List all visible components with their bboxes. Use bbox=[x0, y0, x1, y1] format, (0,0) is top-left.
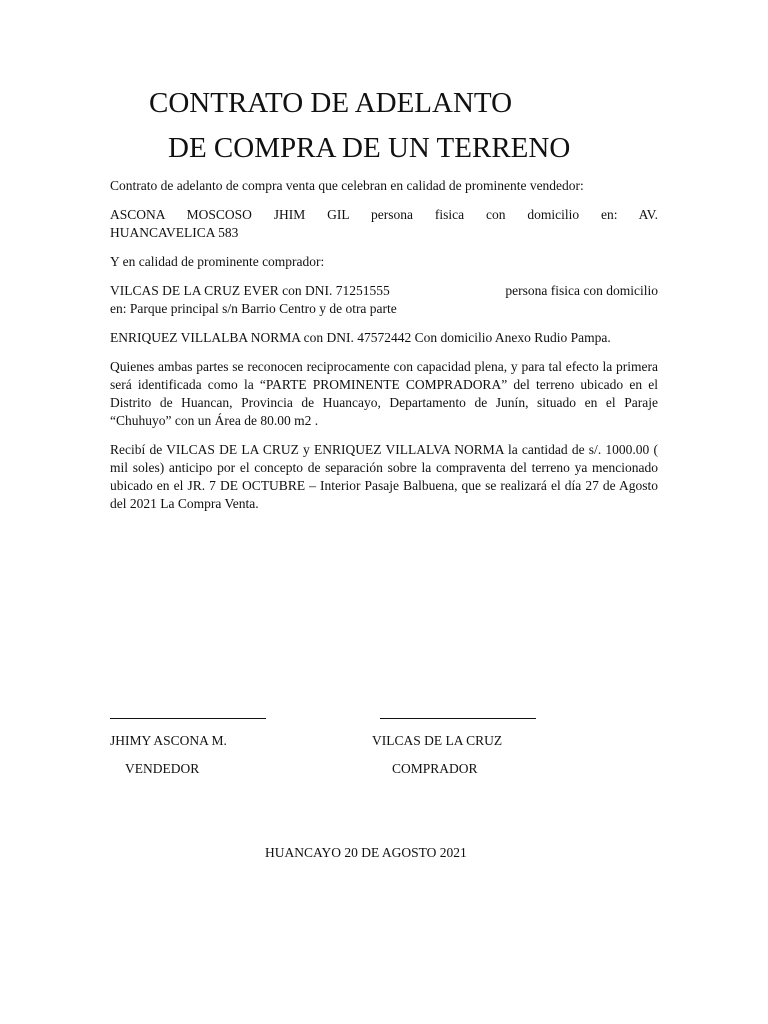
intro-paragraph: Contrato de adelanto de compra venta que celebran en calidad de prominente vendedor: bbox=[110, 178, 584, 193]
seller-signature-name: JHIMY ASCONA M. bbox=[110, 733, 227, 748]
title-line-2: DE COMPRA DE UN TERRENO bbox=[168, 132, 571, 164]
document-body bbox=[110, 177, 658, 524]
buyer-intro-paragraph: Y en calidad de prominente comprador: bbox=[110, 254, 325, 269]
seller-paragraph bbox=[110, 206, 658, 242]
clause-2-paragraph: Recibí de VILCAS DE LA CRUZ y ENRIQUEZ VILLALVA NORMA la cantidad de s/. 1000.00 ( mil soles) anticipo por el concepto de separación sobre la compraventa del terreno ya mencionado ubicado en el JR. 7 DE OCTUBRE – Interior Pasaje Balbuena, que se realizará el día 27 de Agosto del 2021 La Compra Venta. bbox=[110, 442, 658, 511]
buyer-signature-line bbox=[380, 718, 536, 719]
buyer1-name-dni: VILCAS DE LA CRUZ EVER con DNI. 71251555 bbox=[110, 283, 390, 298]
place-and-date: HUANCAYO 20 DE AGOSTO 2021 bbox=[265, 845, 467, 860]
seller-signature-role: VENDEDOR bbox=[125, 761, 200, 776]
seller-signature-line bbox=[110, 718, 266, 719]
buyer2-paragraph: ENRIQUEZ VILLALBA NORMA con DNI. 47572442 Con domicilio Anexo Rudio Pampa. bbox=[110, 330, 611, 345]
seller-line-1: ASCONA MOSCOSO JHIM GIL persona fisica con domicilio en: AV. bbox=[110, 207, 658, 222]
clause-1-paragraph: Quienes ambas partes se reconocen reciprocamente con capacidad plena, y para tal efecto la primera será identificada como la “PARTE PROMINENTE COMPRADORA” del terreno ubicado en el Distrito de Huancan, Provincia de Huancayo, Departamento de Junín, situado en el Paraje “Chuhuyo” con un Área de 80.00 m2 . bbox=[110, 359, 658, 428]
buyer-signature-role: COMPRADOR bbox=[392, 761, 478, 776]
seller-line-2: HUANCAVELICA 583 bbox=[110, 225, 239, 240]
buyer1-description: persona fisica con domicilio bbox=[505, 283, 658, 298]
title-line-1: CONTRATO DE ADELANTO bbox=[149, 87, 513, 119]
buyer1-address: en: Parque principal s/n Barrio Centro y de otra parte bbox=[110, 301, 397, 316]
buyer1-first-line bbox=[110, 282, 658, 300]
buyer1-paragraph bbox=[110, 282, 658, 318]
buyer-signature-name: VILCAS DE LA CRUZ bbox=[372, 733, 503, 748]
